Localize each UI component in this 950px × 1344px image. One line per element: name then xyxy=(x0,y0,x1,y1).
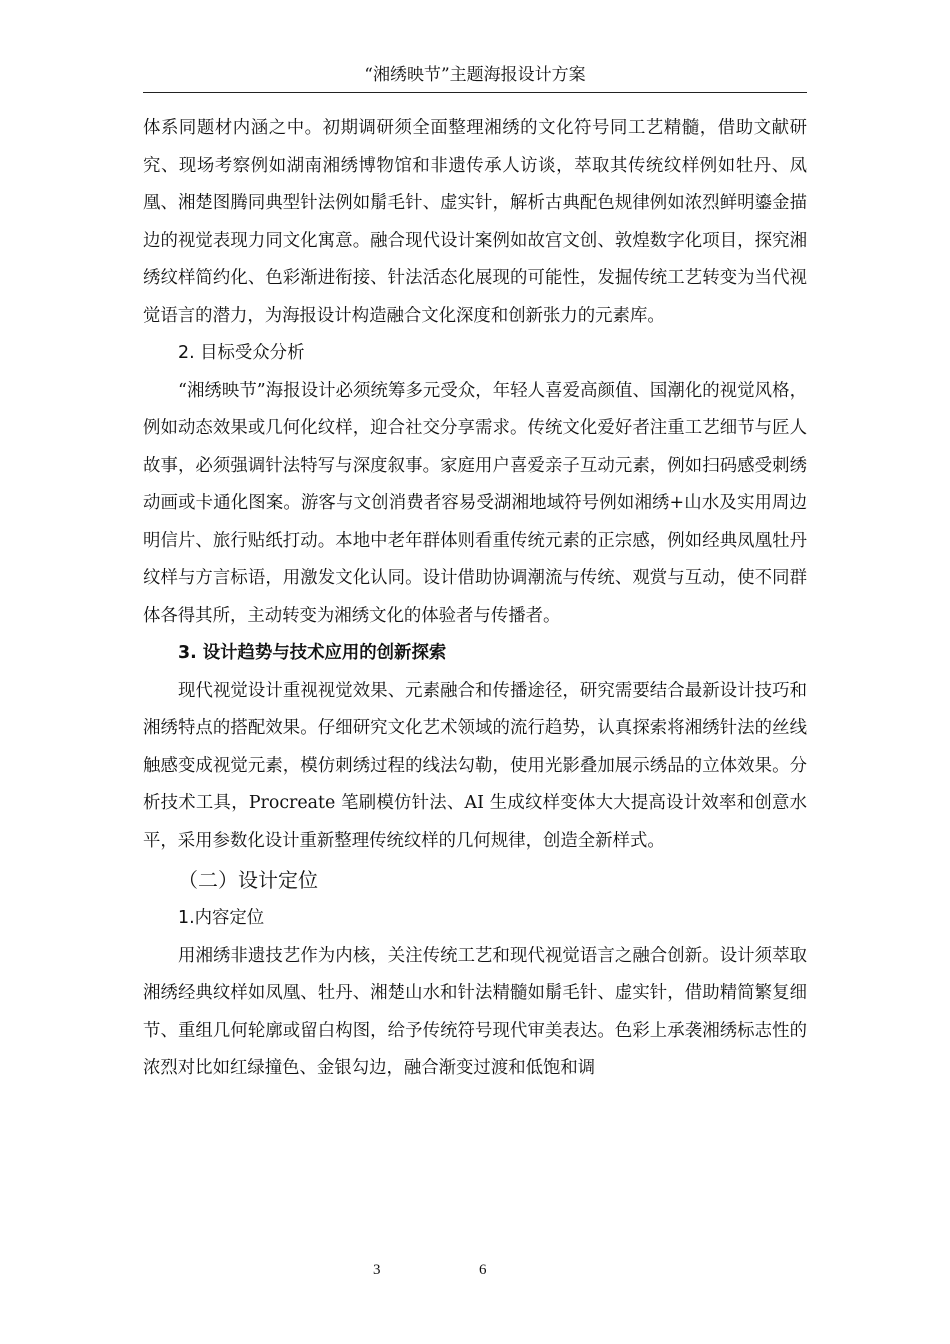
footer-page-number-right: 6 xyxy=(479,1262,487,1278)
document-body xyxy=(143,110,807,1088)
heading-design-trends: 3. 设计趋势与技术应用的创新探索 xyxy=(178,643,447,663)
paragraph-trends: 现代视觉设计重视视觉效果、元素融合和传播途径，研究需要结合最新设计技巧和湘绣特点的搭配效果。仔细研究文化艺术领域的流行趋势，认真探索将湘绣针法的丝线触感变成视觉元素，模仿刺绣过程的线法勾勒，使用光影叠加展示绣品的立体效果。分析技术工具，Procreate 笔刷模仿针法、AI 生成纹样变体大大提高设计效率和创意水平，采用参数化设计重新整理传统纹样的几何规律，创造全新样式。 xyxy=(143,680,807,851)
paragraph-audience: “湘绣映节”海报设计必须统筹多元受众，年轻人喜爱高颜值、国潮化的视觉风格，例如动态效果或几何化纹样，迎合社交分享需求。传统文化爱好者注重工艺细节与匠人故事，必须强调针法特写与深度叙事。家庭用户喜爱亲子互动元素，例如扫码感受刺绣动画或卡通化图案。游客与文创消费者容易受湖湘地域符号例如湘绣+山水及实用周边明信片、旅行贴纸打动。本地中老年群体则看重传统元素的正宗感，例如经典凤凰牡丹纹样与方言标语，用激发文化认同。设计借助协调潮流与传统、观赏与互动，使不同群体各得其所，主动转变为湘绣文化的体验者与传播者。 xyxy=(143,380,807,626)
footer-page-number-left: 3 xyxy=(373,1262,381,1278)
paragraph-research: 体系同题材内涵之中。初期调研须全面整理湘绣的文化符号同工艺精髓，借助文献研究、现场考察例如湖南湘绣博物馆和非遗传承人访谈，萃取其传统纹样例如牡丹、凤凰、湘楚图腾同典型针法例如鬅毛针、虚实针，解析古典配色规律例如浓烈鲜明鎏金描边的视觉表现力同文化寓意。融合现代设计案例如故宫文创、敦煌数字化项目，探究湘绣纹样简约化、色彩渐进衔接、针法活态化展现的可能性，发掘传统工艺转变为当代视觉语言的潜力，为海报设计构造融合文化深度和创新张力的元素库。 xyxy=(143,118,807,326)
heading-audience-analysis: 2. 目标受众分析 xyxy=(178,343,305,363)
section-heading-design-positioning: （二）设计定位 xyxy=(178,868,318,892)
paragraph-content-positioning: 用湘绣非遗技艺作为内核，关注传统工艺和现代视觉语言之融合创新。设计须萃取湘绣经典纹样如凤凰、牡丹、湘楚山水和针法精髓如鬅毛针、虚实针，借助精简繁复细节、重组几何轮廓或留白构图，给予传统符号现代审美表达。色彩上承袭湘绣标志性的浓烈对比如红绿撞色、金银勾边，融合渐变过渡和低饱和调 xyxy=(143,945,807,1078)
running-header: “湘绣映节”主题海报设计方案 xyxy=(143,62,807,93)
heading-content-positioning: 1.内容定位 xyxy=(178,908,265,928)
